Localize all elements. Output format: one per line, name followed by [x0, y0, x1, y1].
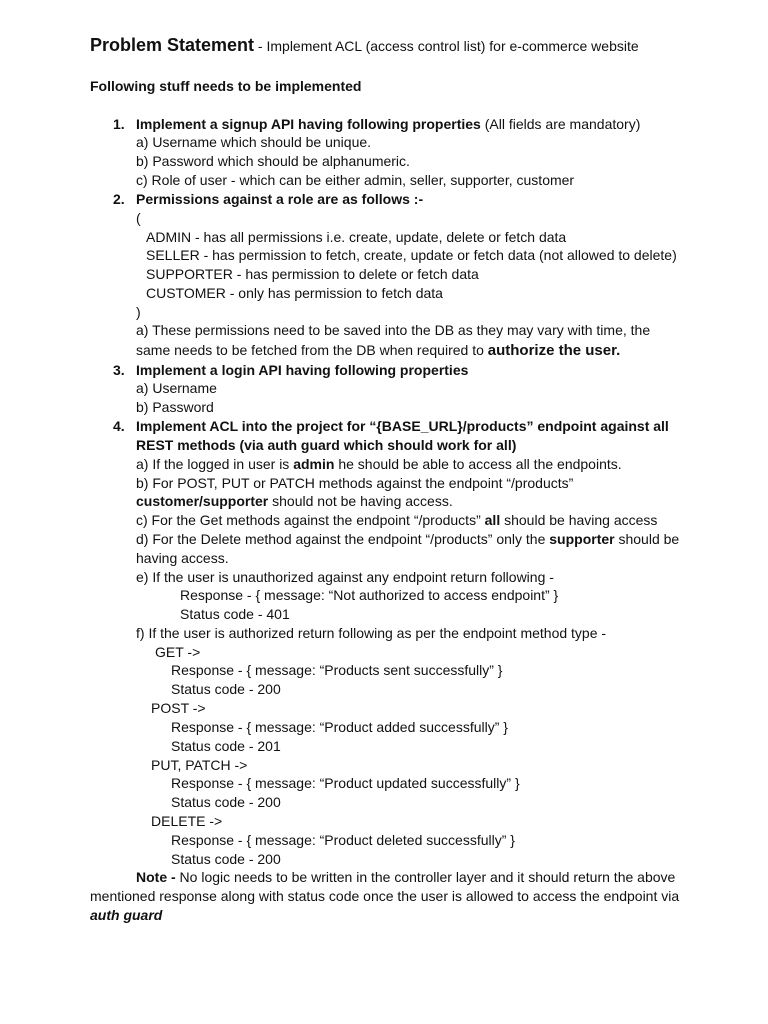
- item-number: 2.: [113, 191, 125, 207]
- text: a) If the logged in user is: [136, 456, 294, 472]
- item-heading-rest: (All fields are mandatory): [480, 116, 641, 132]
- item-heading-bold: Implement a signup API having following properties: [136, 116, 481, 132]
- list-item: having access.: [136, 550, 229, 566]
- permission-line: ADMIN - has all permissions i.e. create, update, delete or fetch data: [146, 229, 567, 245]
- intro-heading: Following stuff needs to be implemented: [90, 78, 362, 94]
- status-line: Status code - 200: [171, 681, 281, 697]
- text: d) For the Delete method against the endpoint “/products” only the: [136, 531, 550, 547]
- note-text: same needs to be fetched from the DB when required to: [136, 342, 488, 358]
- emphasis: customer/supporter: [136, 493, 269, 509]
- close-paren: ): [136, 304, 141, 320]
- list-item: [136, 511, 657, 529]
- emphasis: all: [484, 512, 501, 528]
- response-line: Response - { message: “Product updated successfully” }: [171, 775, 520, 791]
- status-line: Status code - 200: [171, 851, 281, 867]
- permission-note-line: a) These permissions need to be saved into the DB as they may vary with time, the: [136, 322, 651, 338]
- text: should be: [614, 531, 680, 547]
- permission-line: CUSTOMER - only has permission to fetch data: [146, 285, 443, 301]
- page-title: [90, 36, 639, 55]
- permission-line: SELLER - has permission to fetch, create, update or fetch data (not allowed to delete): [146, 247, 677, 263]
- method-label: POST ->: [151, 700, 206, 716]
- status-line: Status code - 401: [180, 606, 290, 622]
- note-line: [136, 868, 675, 886]
- list-item: [136, 530, 679, 548]
- item-number: 1.: [113, 116, 125, 132]
- permission-line: SUPPORTER - has permission to delete or fetch data: [146, 266, 479, 282]
- text: should not be having access.: [268, 493, 453, 509]
- note-line: mentioned response along with status code once the user is allowed to access the endpoint via: [90, 888, 680, 904]
- note-emphasis: auth guard: [90, 907, 163, 923]
- list-item: f) If the user is authorized return following as per the endpoint method type -: [136, 625, 607, 641]
- response-line: Response - { message: “Product added successfully” }: [171, 719, 508, 735]
- list-item: a) Username: [136, 380, 217, 396]
- open-paren: (: [136, 210, 141, 226]
- text: c) For the Get methods against the endpoint “/products”: [136, 512, 485, 528]
- item-heading: Permissions against a role are as follows :-: [136, 191, 424, 207]
- item-heading: [136, 115, 640, 133]
- title-sub: - Implement ACL (access control list) for e-commerce website: [254, 38, 639, 54]
- item-heading: Implement ACL into the project for “{BASE_URL}/products” endpoint against all: [136, 418, 669, 434]
- item-heading: REST methods (via auth guard which should work for all): [136, 437, 517, 453]
- list-item: b) Password which should be alphanumeric.: [136, 153, 410, 169]
- note-label: Note -: [136, 869, 176, 885]
- text: should be having access: [500, 512, 658, 528]
- list-item: [136, 492, 453, 510]
- response-line: Response - { message: “Products sent successfully” }: [171, 662, 503, 678]
- note-text: No logic needs to be written in the controller layer and it should return the above: [175, 869, 676, 885]
- list-item: a) Username which should be unique.: [136, 134, 372, 150]
- list-item: b) Password: [136, 399, 214, 415]
- title-main: Problem Statement: [90, 35, 255, 55]
- emphasis: supporter: [549, 531, 615, 547]
- permission-note-line: [136, 341, 620, 360]
- list-item: b) For POST, PUT or PATCH methods against the endpoint “/products”: [136, 475, 574, 491]
- item-number: 3.: [113, 362, 125, 378]
- item-heading: Implement a login API having following properties: [136, 362, 469, 378]
- method-label: PUT, PATCH ->: [151, 757, 248, 773]
- item-number: 4.: [113, 418, 125, 434]
- text: he should be able to access all the endpoints.: [334, 456, 622, 472]
- note-emphasis: authorize the user.: [487, 342, 621, 359]
- emphasis: admin: [293, 456, 335, 472]
- list-item: c) Role of user - which can be either admin, seller, supporter, customer: [136, 172, 575, 188]
- status-line: Status code - 201: [171, 738, 281, 754]
- list-item: [136, 455, 622, 473]
- method-label: GET ->: [155, 644, 201, 660]
- list-item: e) If the user is unauthorized against any endpoint return following -: [136, 569, 554, 585]
- response-line: Response - { message: “Not authorized to access endpoint” }: [180, 587, 559, 603]
- response-line: Response - { message: “Product deleted successfully” }: [171, 832, 515, 848]
- method-label: DELETE ->: [151, 813, 223, 829]
- status-line: Status code - 200: [171, 794, 281, 810]
